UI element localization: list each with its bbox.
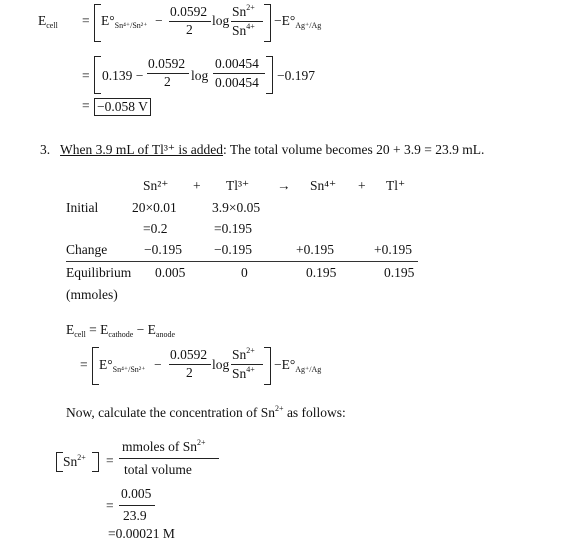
equals-sign: = bbox=[106, 498, 114, 513]
plus-sign: + bbox=[193, 178, 201, 193]
cell-tl3: =0.195 bbox=[214, 221, 252, 236]
silver-value: −0.197 bbox=[277, 68, 315, 83]
fraction-bar bbox=[213, 73, 265, 74]
coef-denominator: 2 bbox=[186, 365, 193, 380]
silver-potential: $-E^\circ_{Ag^+/Ag}$ bbox=[274, 357, 322, 374]
cell-sn2: =0.2 bbox=[143, 221, 168, 236]
row-label-initial: Initial bbox=[66, 200, 99, 215]
cell-sn2: 20×0.01 bbox=[132, 200, 177, 215]
log-label: log bbox=[212, 357, 230, 372]
minus-sign: − bbox=[154, 357, 162, 372]
standard-potential: $E^\circ_{Sn^{4+}/Sn^{2+}}$ bbox=[99, 357, 146, 374]
equals-sign: = bbox=[106, 453, 114, 468]
minus-sign: − bbox=[155, 13, 163, 28]
species-sn2: Sn²⁺ bbox=[143, 178, 169, 193]
standard-potential: $E^\circ_{Sn^{4+}/Sn^{2+}}$ bbox=[101, 13, 148, 30]
cell-tl3: −0.195 bbox=[214, 242, 252, 257]
equals-sign: = bbox=[82, 13, 90, 28]
step-3-heading bbox=[40, 142, 484, 158]
log-label: log bbox=[212, 13, 230, 28]
table-rule bbox=[66, 261, 418, 262]
cell-sn4: 0.195 bbox=[306, 265, 337, 280]
species-sn4: Sn⁴⁺ bbox=[310, 178, 337, 193]
row-label-units: (mmoles) bbox=[66, 287, 118, 302]
step-number: 3. bbox=[40, 142, 51, 157]
cell-sn2: −0.195 bbox=[144, 242, 182, 257]
cell-tl3: 3.9×0.05 bbox=[212, 200, 261, 215]
fraction-bar bbox=[119, 505, 155, 506]
silver-potential: $-E^\circ_{Ag^+/Ag}$ bbox=[274, 13, 322, 30]
coef-denominator: 2 bbox=[186, 22, 193, 37]
ratio-denominator: $Sn^{4+}$ bbox=[232, 365, 255, 381]
right-bracket bbox=[264, 347, 271, 385]
ratio-denominator: $Sn^{4+}$ bbox=[232, 22, 255, 38]
step-title: When 3.9 mL of Tl³⁺ is added bbox=[60, 142, 224, 157]
left-bracket bbox=[94, 56, 101, 94]
plus-sign: + bbox=[358, 178, 366, 193]
step-description: : The total volume becomes 20 + 3.9 = 23.9 mL. bbox=[223, 142, 485, 157]
equals-sign: = bbox=[82, 98, 90, 113]
concentration-result: =0.00021 M bbox=[108, 526, 175, 541]
cell-tl1: 0.195 bbox=[384, 265, 415, 280]
e0-value: 0.139 − bbox=[102, 68, 144, 83]
ratio-numerator: 0.00454 bbox=[215, 56, 259, 71]
ratio-numerator: $Sn^{2+}$ bbox=[232, 346, 255, 362]
coef-numerator: 0.0592 bbox=[170, 347, 208, 362]
cell-sn4: +0.195 bbox=[296, 242, 334, 257]
ecell-definition: $E_{cell} = E_{cathode} - E_{anode}$ bbox=[66, 322, 176, 339]
left-bracket bbox=[92, 347, 99, 385]
volume-denominator: total volume bbox=[124, 462, 192, 477]
volume-value: 23.9 bbox=[123, 508, 147, 523]
reaction-arrow: → bbox=[277, 178, 291, 193]
ratio-numerator: $Sn^{2+}$ bbox=[232, 3, 255, 19]
concentration-intro: Now, calculate the concentration of $Sn^{2+}$ as follows: bbox=[66, 404, 346, 420]
ratio-denominator: 0.00454 bbox=[215, 75, 259, 90]
left-bracket bbox=[56, 452, 63, 472]
right-bracket bbox=[266, 56, 273, 94]
log-label: log bbox=[191, 68, 209, 83]
cell-tl3: 0 bbox=[241, 265, 248, 280]
equals-sign: = bbox=[80, 357, 88, 372]
ecell-result: −0.058 V bbox=[94, 98, 151, 116]
cell-tl1: +0.195 bbox=[374, 242, 412, 257]
right-bracket bbox=[264, 4, 271, 42]
coef-numerator: 0.0592 bbox=[170, 4, 208, 19]
row-label-change: Change bbox=[66, 242, 108, 257]
cell-sn2: 0.005 bbox=[155, 265, 186, 280]
coef-numerator: 0.0592 bbox=[148, 56, 186, 71]
sn2-concentration: $Sn^{2+}$ bbox=[63, 453, 86, 469]
mmoles-value: 0.005 bbox=[121, 486, 152, 501]
species-tl1: Tl⁺ bbox=[386, 178, 406, 193]
row-label-equilibrium: Equilibrium bbox=[66, 265, 132, 280]
mmoles-numerator: mmoles of $Sn^{2+}$ bbox=[122, 438, 206, 454]
equals-sign: = bbox=[82, 68, 90, 83]
fraction-bar bbox=[119, 458, 219, 459]
right-bracket bbox=[92, 452, 99, 472]
coef-denominator: 2 bbox=[164, 74, 171, 89]
ecell-symbol: $E_{cell}$ bbox=[38, 13, 58, 30]
species-tl3: Tl³⁺ bbox=[226, 178, 250, 193]
left-bracket bbox=[94, 4, 101, 42]
